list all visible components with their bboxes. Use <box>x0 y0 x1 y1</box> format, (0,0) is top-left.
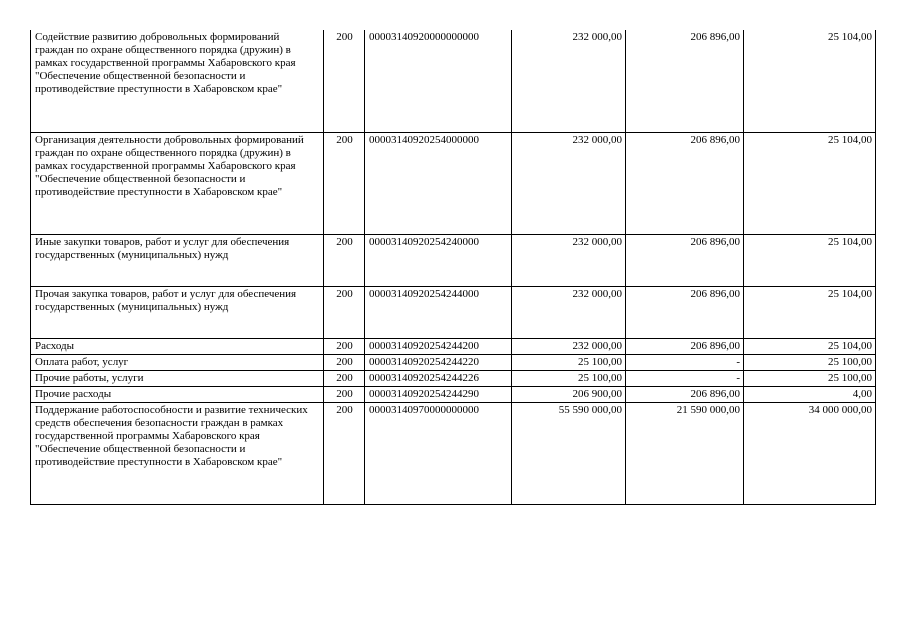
table-row <box>31 234 876 286</box>
table-row <box>31 370 876 386</box>
line-code-cell: 200 <box>324 386 365 402</box>
row-name-cell: Поддержание работоспособности и развитие технических средств обеспечения безопасности граждан в рамках государственной программы Хабаровского края "Обеспечение общественной безопасности и противодействие преступности в Хабаровском крае" <box>31 402 324 504</box>
table-row <box>31 354 876 370</box>
executed-amount-cell: 206 896,00 <box>626 338 744 354</box>
executed-amount-cell: 206 896,00 <box>626 286 744 338</box>
table-row <box>31 386 876 402</box>
unexecuted-amount-cell: 4,00 <box>744 386 876 402</box>
row-name-cell: Прочие расходы <box>31 386 324 402</box>
line-code-cell: 200 <box>324 234 365 286</box>
row-name-cell: Организация деятельности добровольных формирований граждан по охране общественного порядка (дружин) в рамках государственной программы Хабаровского края "Обеспечение общественной безопасности и противодействие преступности в Хабаровском крае" <box>31 132 324 234</box>
kbk-code-cell: 00003140920254240000 <box>365 234 512 286</box>
kbk-code-cell: 00003140920254244200 <box>365 338 512 354</box>
approved-amount-cell: 232 000,00 <box>512 30 626 132</box>
unexecuted-amount-cell: 25 100,00 <box>744 370 876 386</box>
kbk-code-cell: 00003140920254244000 <box>365 286 512 338</box>
executed-amount-cell: 206 896,00 <box>626 30 744 132</box>
executed-amount-cell: 206 896,00 <box>626 386 744 402</box>
table-row <box>31 402 876 504</box>
table-row <box>31 286 876 338</box>
line-code-cell: 200 <box>324 286 365 338</box>
approved-amount-cell: 232 000,00 <box>512 132 626 234</box>
table-row <box>31 132 876 234</box>
approved-amount-cell: 232 000,00 <box>512 234 626 286</box>
row-name-cell: Прочая закупка товаров, работ и услуг для обеспечения государственных (муниципальных) нужд <box>31 286 324 338</box>
unexecuted-amount-cell: 34 000 000,00 <box>744 402 876 504</box>
line-code-cell: 200 <box>324 132 365 234</box>
unexecuted-amount-cell: 25 104,00 <box>744 338 876 354</box>
row-name-cell: Прочие работы, услуги <box>31 370 324 386</box>
table-row <box>31 30 876 132</box>
row-name-cell: Иные закупки товаров, работ и услуг для обеспечения государственных (муниципальных) нужд <box>31 234 324 286</box>
row-name-cell: Содействие развитию добровольных формирований граждан по охране общественного порядка (дружин) в рамках государственной программы Хабаровского края "Обеспечение общественной безопасности и противодействие преступности в Хабаровском крае" <box>31 30 324 132</box>
row-name-cell: Оплата работ, услуг <box>31 354 324 370</box>
executed-amount-cell: 206 896,00 <box>626 234 744 286</box>
line-code-cell: 200 <box>324 30 365 132</box>
kbk-code-cell: 00003140920254244220 <box>365 354 512 370</box>
line-code-cell: 200 <box>324 354 365 370</box>
approved-amount-cell: 232 000,00 <box>512 338 626 354</box>
approved-amount-cell: 25 100,00 <box>512 370 626 386</box>
approved-amount-cell: 232 000,00 <box>512 286 626 338</box>
unexecuted-amount-cell: 25 104,00 <box>744 30 876 132</box>
kbk-code-cell: 00003140920000000000 <box>365 30 512 132</box>
unexecuted-amount-cell: 25 104,00 <box>744 132 876 234</box>
kbk-code-cell: 00003140920254244290 <box>365 386 512 402</box>
line-code-cell: 200 <box>324 338 365 354</box>
approved-amount-cell: 206 900,00 <box>512 386 626 402</box>
line-code-cell: 200 <box>324 370 365 386</box>
executed-amount-cell: 21 590 000,00 <box>626 402 744 504</box>
approved-amount-cell: 25 100,00 <box>512 354 626 370</box>
kbk-code-cell: 00003140920254244226 <box>365 370 512 386</box>
unexecuted-amount-cell: 25 104,00 <box>744 234 876 286</box>
kbk-code-cell: 00003140920254000000 <box>365 132 512 234</box>
kbk-code-cell: 00003140970000000000 <box>365 402 512 504</box>
approved-amount-cell: 55 590 000,00 <box>512 402 626 504</box>
executed-amount-cell: - <box>626 370 744 386</box>
line-code-cell: 200 <box>324 402 365 504</box>
row-name-cell: Расходы <box>31 338 324 354</box>
unexecuted-amount-cell: 25 104,00 <box>744 286 876 338</box>
budget-execution-table <box>30 30 876 505</box>
unexecuted-amount-cell: 25 100,00 <box>744 354 876 370</box>
executed-amount-cell: 206 896,00 <box>626 132 744 234</box>
table-row <box>31 338 876 354</box>
executed-amount-cell: - <box>626 354 744 370</box>
